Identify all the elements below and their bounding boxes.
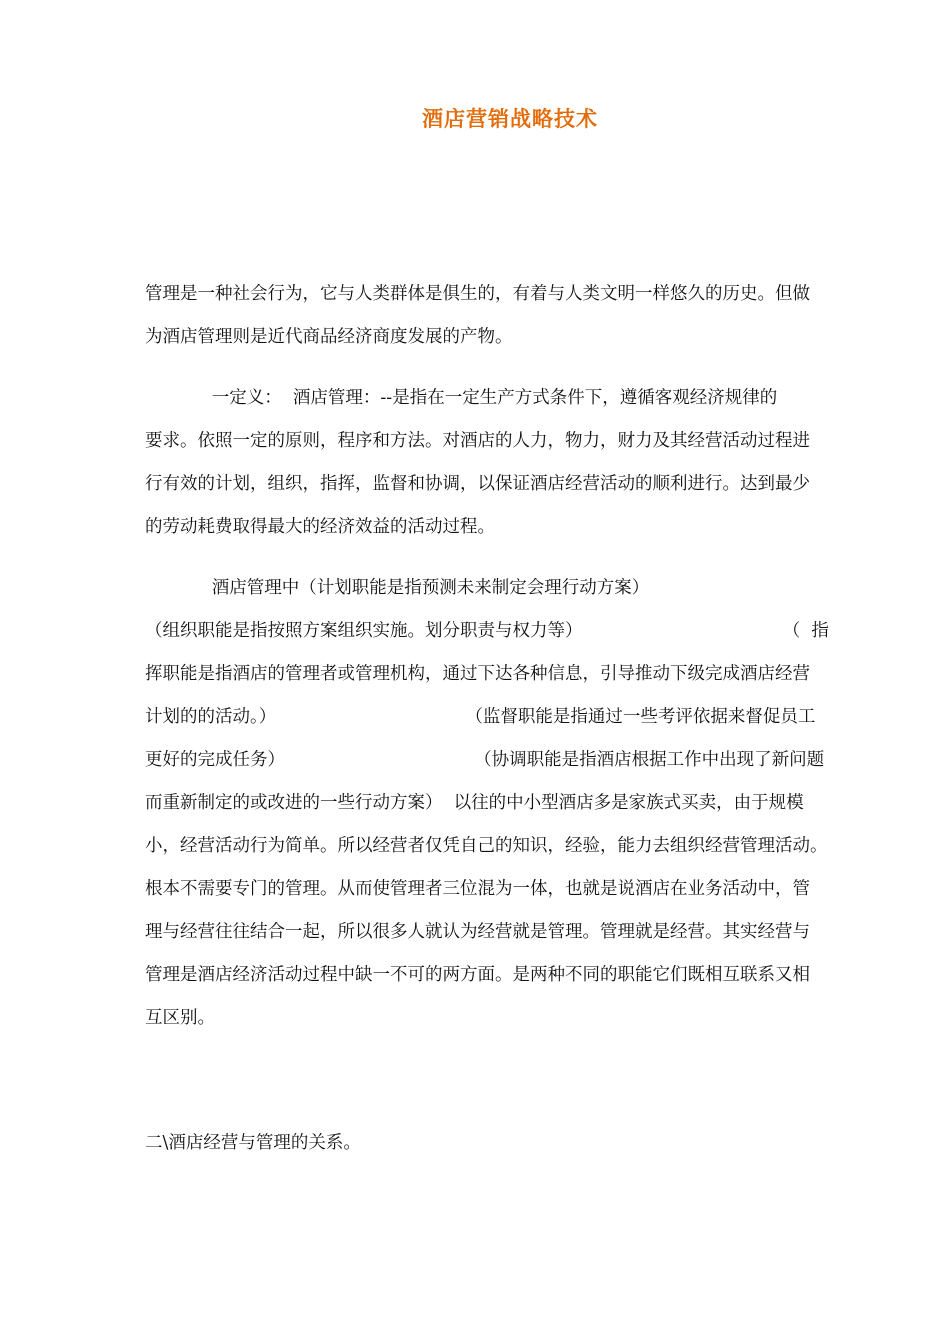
- paragraph-3-line-6: 而重新制定的或改进的一些行动方案） 以往的中小型酒店多是家族式买卖，由于规模: [145, 793, 804, 813]
- paragraph-3-line-3: 挥职能是指酒店的管理者或管理机构，通过下达各种信息，引导推动下级完成酒店经营: [145, 664, 810, 684]
- paragraph-3-line-5: 更好的完成任务） （协调职能是指酒店根据工作中出现了新问题: [145, 750, 825, 770]
- paragraph-3-line-10: 管理是酒店经济活动过程中缺一不可的两方面。是两种不同的职能它们既相互联系又相: [145, 965, 810, 985]
- paragraph-3-line-9: 理与经营往往结合一起，所以很多人就认为经营就是管理。管理就是经营。其实经营与: [145, 922, 810, 942]
- paragraph-2-line-1: 一定义： 酒店管理：--是指在一定生产方式条件下，遵循客观经济规律的: [145, 388, 778, 408]
- paragraph-3-line-4: 计划的的活动。） （监督职能是指通过一些考评依据来督促员工: [145, 707, 816, 727]
- paragraph-2-line-4: 的劳动耗费取得最大的经济效益的活动过程。: [145, 517, 495, 537]
- paragraph-3-line-11: 互区别。: [145, 1008, 215, 1028]
- paragraph-3-line-8: 根本不需要专门的管理。从而使管理者三位混为一体，也就是说酒店在业务活动中，管: [145, 879, 810, 899]
- paragraph-3-line-7: 小，经营活动行为简单。所以经营者仅凭自己的知识，经验，能力去组织经营管理活动。: [145, 836, 828, 856]
- paragraph-3-line-1: 酒店管理中（计划职能是指预测未来制定会理行动方案）: [145, 578, 650, 598]
- paragraph-1-line-1: 管理是一种社会行为，它与人类群体是俱生的，有着与人类文明一样悠久的历史。但做: [145, 284, 810, 304]
- paragraph-2-line-3: 行有效的计划，组织，指挥，监督和协调，以保证酒店经营活动的顺利进行。达到最少: [145, 474, 810, 494]
- paragraph-2-line-2: 要求。依照一定的原则，程序和方法。对酒店的人力，物力，财力及其经营活动过程进: [145, 431, 810, 451]
- section-heading: 二\酒店经营与管理的关系。: [145, 1133, 361, 1153]
- paragraph-3-line-2: （组织职能是指按照方案组织实施。划分职责与权力等） （ 指: [145, 621, 829, 641]
- document-title: 酒店营销战略技术: [422, 107, 598, 131]
- paragraph-1-line-2: 为酒店管理则是近代商品经济商度发展的产物。: [145, 327, 513, 347]
